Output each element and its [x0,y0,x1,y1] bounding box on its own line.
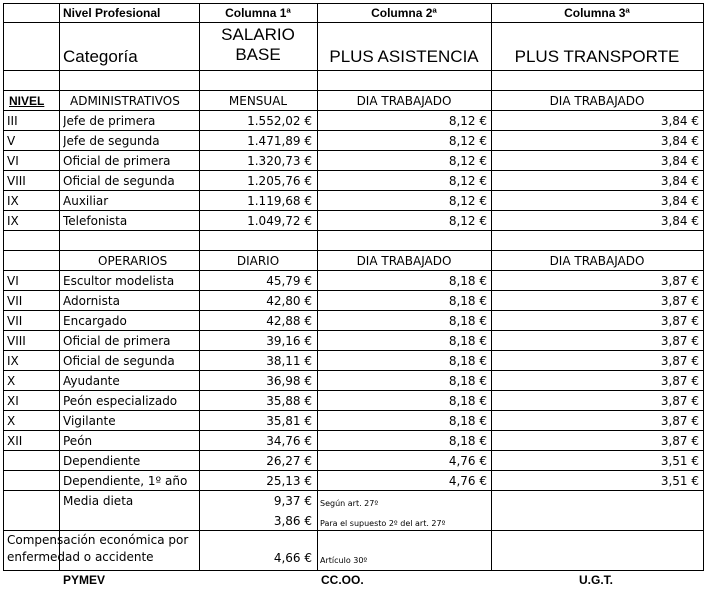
oper-row-salario: 35,81 € [266,414,312,428]
oper-row-nivel: VII [7,294,23,308]
media-dieta-note: Según art. 27º [320,499,379,508]
admin-row-categoria: Telefonista [63,214,128,228]
oper-row-transporte: 3,87 € [660,314,699,328]
oper-row-salario: 39,16 € [266,334,312,348]
oper-row-nivel: X [7,414,16,428]
row-border [3,130,704,131]
row-border [3,70,704,71]
admin-row-salario: 1.049,72 € [247,214,312,228]
oper-row-asistencia: 8,18 € [448,394,487,408]
header-columna-1: Columna 1ª [225,6,291,20]
admin-row-asistencia: 8,12 € [448,114,487,128]
oper-row-categoria: Adornista [63,294,120,308]
oper-row-salario: 26,27 € [266,454,312,468]
media-dieta-value: 9,37 € [273,494,312,508]
oper-row-nivel [7,473,57,489]
admin-row-nivel: VI [7,154,19,168]
admin-row-transporte: 3,84 € [660,154,699,168]
row-border [3,410,704,411]
header-columna-2: Columna 2ª [371,6,437,20]
row-border [3,530,704,531]
row-border [3,270,704,271]
oper-row-salario: 35,88 € [266,394,312,408]
oper-row-categoria: Oficial de primera [63,334,171,348]
admin-col1-label: MENSUAL [228,94,288,108]
row-border [3,370,704,371]
oper-row-asistencia: 8,18 € [448,354,487,368]
row-border [3,190,704,191]
admin-row-categoria: Auxiliar [63,194,109,208]
row-border [3,350,704,351]
admin-row-nivel: V [7,134,16,148]
oper-row-nivel: VI [7,274,19,288]
oper-row-categoria: Vigilante [63,414,116,428]
admin-row-transporte: 3,84 € [660,114,699,128]
oper-row-salario: 36,98 € [266,374,312,388]
row-border [3,230,704,231]
oper-row-asistencia: 8,18 € [448,314,487,328]
oper-row-salario: 45,79 € [266,274,312,288]
row-border [3,90,704,91]
oper-row-asistencia: 8,18 € [448,294,487,308]
admin-row-asistencia: 8,12 € [448,214,487,228]
row-border [3,570,704,571]
row-border [3,310,704,311]
header-nivel-profesional: Nivel Profesional [63,6,161,20]
oper-row-categoria: Dependiente, 1º año [63,474,188,488]
oper-row-nivel: X [7,374,16,388]
compensacion-label-line1: Compensación económica por [7,533,189,547]
oper-row-nivel: VII [7,314,23,328]
oper-row-transporte: 3,87 € [660,374,699,388]
oper-row-transporte: 3,87 € [660,394,699,408]
oper-row-salario: 42,80 € [266,294,312,308]
oper-row-asistencia: 8,18 € [448,274,487,288]
row-border [3,290,704,291]
nivel-label: NIVEL [9,94,45,108]
oper-row-transporte: 3,87 € [660,294,699,308]
column-border [3,3,4,571]
oper-row-asistencia: 8,18 € [448,334,487,348]
row-border [3,170,704,171]
header-columna-3: Columna 3ª [564,6,630,20]
admin-row-categoria: Oficial de primera [63,154,171,168]
oper-row-categoria: Escultor modelista [63,274,175,288]
admin-row-nivel: III [7,114,18,128]
oper-row-transporte: 3,87 € [660,334,699,348]
admin-row-asistencia: 8,12 € [448,154,487,168]
admin-col3-label: DIA TRABAJADO [549,94,645,108]
row-border [3,470,704,471]
row-border [3,430,704,431]
oper-row-salario: 42,88 € [266,314,312,328]
header-plus-asistencia: PLUS ASISTENCIA [329,47,479,66]
footer-pymev: PYMEV [63,573,106,587]
oper-row-categoria: Dependiente [63,454,141,468]
oper-row-salario: 38,11 € [266,354,312,368]
admin-row-transporte: 3,84 € [660,174,699,188]
admin-row-salario: 1.320,73 € [247,154,312,168]
admin-section-title: ADMINISTRATIVOS [70,94,180,108]
supuesto-note: Para el supuesto 2º del art. 27º [320,519,446,528]
column-border [703,3,704,571]
oper-col3-label: DIA TRABAJADO [549,254,645,268]
admin-row-salario: 1.552,02 € [247,114,312,128]
oper-row-salario: 34,76 € [266,434,312,448]
oper-row-transporte: 3,51 € [660,474,699,488]
row-border [3,450,704,451]
oper-row-nivel: XII [7,434,23,448]
row-border [3,330,704,331]
admin-row-asistencia: 8,12 € [448,134,487,148]
oper-row-categoria: Encargado [63,314,127,328]
row-border [3,490,704,491]
oper-row-categoria: Peón [63,434,93,448]
column-border [59,3,60,571]
oper-row-transporte: 3,87 € [660,434,699,448]
compensacion-note: Artículo 30º [320,556,368,565]
admin-row-transporte: 3,84 € [660,134,699,148]
admin-row-nivel: IX [7,214,19,228]
row-border [3,3,704,4]
oper-row-categoria: Peón especializado [63,394,178,408]
admin-row-transporte: 3,84 € [660,214,699,228]
oper-row-categoria: Ayudante [63,374,120,388]
oper-row-nivel: VIII [7,334,26,348]
admin-row-salario: 1.205,76 € [247,174,312,188]
oper-section-title: OPERARIOS [98,254,168,268]
oper-row-asistencia: 8,18 € [448,414,487,428]
oper-row-salario: 25,13 € [266,474,312,488]
admin-row-nivel: VIII [7,174,26,188]
compensacion-value: 4,66 € [273,551,312,565]
row-border [3,390,704,391]
oper-row-nivel [7,453,57,469]
oper-row-transporte: 3,87 € [660,274,699,288]
oper-row-transporte: 3,87 € [660,354,699,368]
footer-ccoo: CC.OO. [321,573,364,587]
oper-col1-label: DIARIO [236,254,280,268]
admin-row-transporte: 3,84 € [660,194,699,208]
admin-row-salario: 1.471,89 € [247,134,312,148]
admin-row-categoria: Jefe de primera [63,114,156,128]
oper-row-asistencia: 8,18 € [448,374,487,388]
row-border [3,150,704,151]
oper-row-categoria: Oficial de segunda [63,354,175,368]
oper-row-asistencia: 4,76 € [448,474,487,488]
media-dieta-label: Media dieta [63,494,134,508]
compensacion-label-line2: enfermedad o accidente [7,550,154,564]
row-border [3,210,704,211]
oper-row-nivel: XI [7,394,19,408]
header-categoria: Categoría [63,47,138,66]
admin-row-asistencia: 8,12 € [448,174,487,188]
admin-row-asistencia: 8,12 € [448,194,487,208]
row-border [3,250,704,251]
admin-row-categoria: Oficial de segunda [63,174,175,188]
oper-row-transporte: 3,51 € [660,454,699,468]
row-border [3,110,704,111]
header-plus-transporte: PLUS TRANSPORTE [514,47,680,66]
admin-row-salario: 1.119,68 € [247,194,312,208]
row-border [3,22,704,23]
oper-col2-label: DIA TRABAJADO [356,254,452,268]
oper-row-asistencia: 4,76 € [448,454,487,468]
admin-row-nivel: IX [7,194,19,208]
admin-col2-label: DIA TRABAJADO [356,94,452,108]
oper-row-asistencia: 8,18 € [448,434,487,448]
supuesto-value: 3,86 € [273,514,312,528]
oper-row-transporte: 3,87 € [660,414,699,428]
oper-row-nivel: IX [7,354,19,368]
header-salario-base: SALARIO BASE [221,25,295,64]
footer-ugt: U.G.T. [579,573,614,587]
admin-row-categoria: Jefe de segunda [63,134,160,148]
